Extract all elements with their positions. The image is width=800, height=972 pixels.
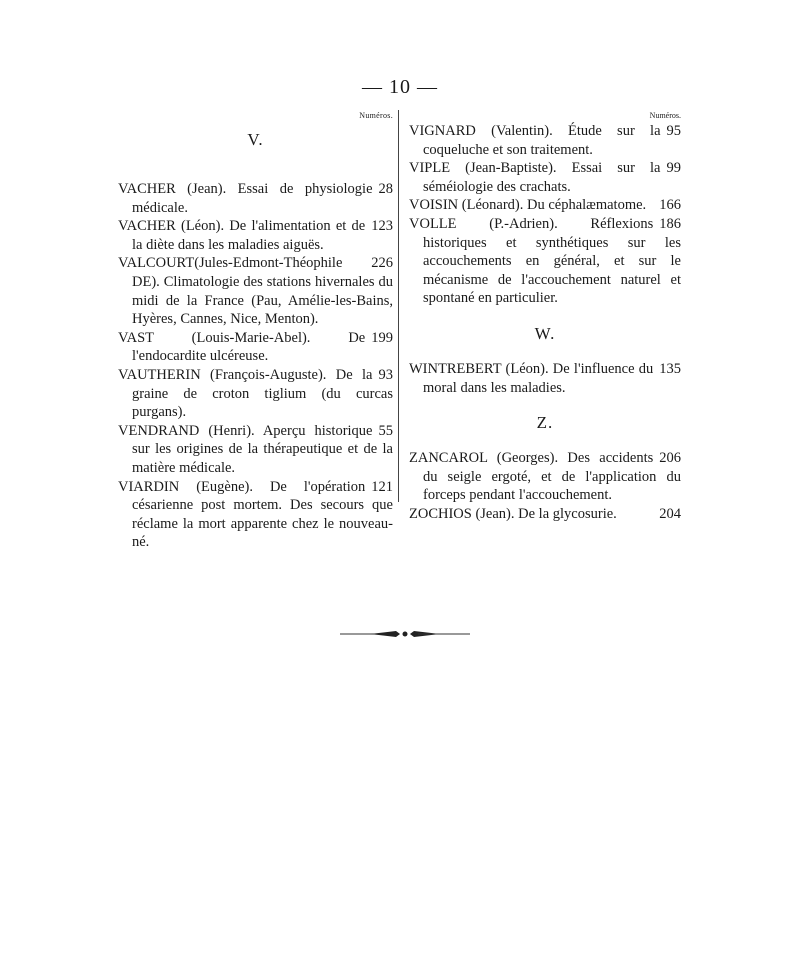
entry-text: WINTREBERT (Léon). De l'influence du moral dans les maladies. [409,360,654,396]
column-divider [398,110,399,502]
entry-number: 204 [659,505,681,522]
entry-number: 121 [371,478,393,495]
index-entry [409,449,681,505]
entry-number: 135 [659,360,681,377]
right-column [409,110,681,524]
entry-number: 99 [666,160,681,177]
entry-number: 93 [378,366,393,383]
index-entry [409,215,681,308]
entry-text: VOLLE (P.-Adrien). Réflexions historiques et synthétiques sur les accouchements en général, et sur le mécanisme de l'accouchement naturel et spontané en particulier. [409,215,681,307]
index-entry [409,360,681,397]
index-entry [118,217,393,254]
entry-number: 186 [659,215,681,232]
index-entry [409,159,681,196]
entry-number: 123 [371,218,393,235]
entry-text: VAST (Louis-Marie-Abel). De l'endocardite ulcéreuse. [118,329,366,365]
index-entry [409,196,681,215]
index-entry [409,122,681,159]
section-heading-z: Z. [536,413,554,433]
numeros-label-right: Numéros. [649,111,681,120]
page-number: — 10 — [362,76,438,98]
entry-text: VIARDIN (Eugène). De l'opération césarienne post mortem. Des secours que réclame la mort apparente chez le nouveau-né. [118,478,393,551]
entry-text: ZANCAROL (Georges). Des accidents du seigle ergoté, et de l'application du forceps pendant l'accouchement. [409,450,681,504]
index-entry [118,366,393,422]
entry-number: 166 [659,197,681,214]
entry-text: ZOCHIOS (Jean). De la glycosurie. [409,505,617,522]
index-entry [118,422,393,478]
index-entry [118,478,393,552]
section-heading-v: V. [247,130,264,149]
entry-text: VENDRAND (Henri). Aperçu historique sur les origines de la thérapeutique et de la matière médicale. [118,422,393,476]
entry-text: VACHER (Léon). De l'alimentation et de la diète dans les maladies aiguës. [118,218,366,253]
numeros-label-left: Numéros. [359,111,393,120]
index-entry [118,180,393,217]
left-column [118,110,393,552]
section-heading-w: W. [534,323,556,343]
entry-number: 55 [378,422,393,439]
entry-text: VACHER (Jean). Essai de physiologie médicale. [118,181,373,216]
entry-number: 95 [666,123,681,139]
entry-number: 206 [659,450,681,467]
entry-number: 226 [371,255,393,272]
entry-text: VAUTHERIN (François-Auguste). De la graine de croton tiglium (du curcas purgans). [118,366,393,421]
index-entry [118,329,393,366]
index-entry [118,254,393,328]
entry-text: VALCOURT(Jules-Edmont-Théophile DE). Climatologie des stations hivernales du midi de la France (Pau, Amélie-les-Bains, Hyères, Cannes, Nice, Menton). [118,255,393,328]
entry-text: VIPLE (Jean-Baptiste). Essai sur la séméiologie des crachats. [409,160,661,195]
entry-number: 199 [371,329,393,346]
index-entry [409,505,681,524]
entry-text: VOISIN (Léonard). Du céphalæmatome. [409,197,647,214]
entry-text: VIGNARD (Valentin). Étude sur la coqueluche et son traitement. [409,123,661,158]
end-ornament [340,627,470,641]
entry-number: 28 [378,181,393,197]
